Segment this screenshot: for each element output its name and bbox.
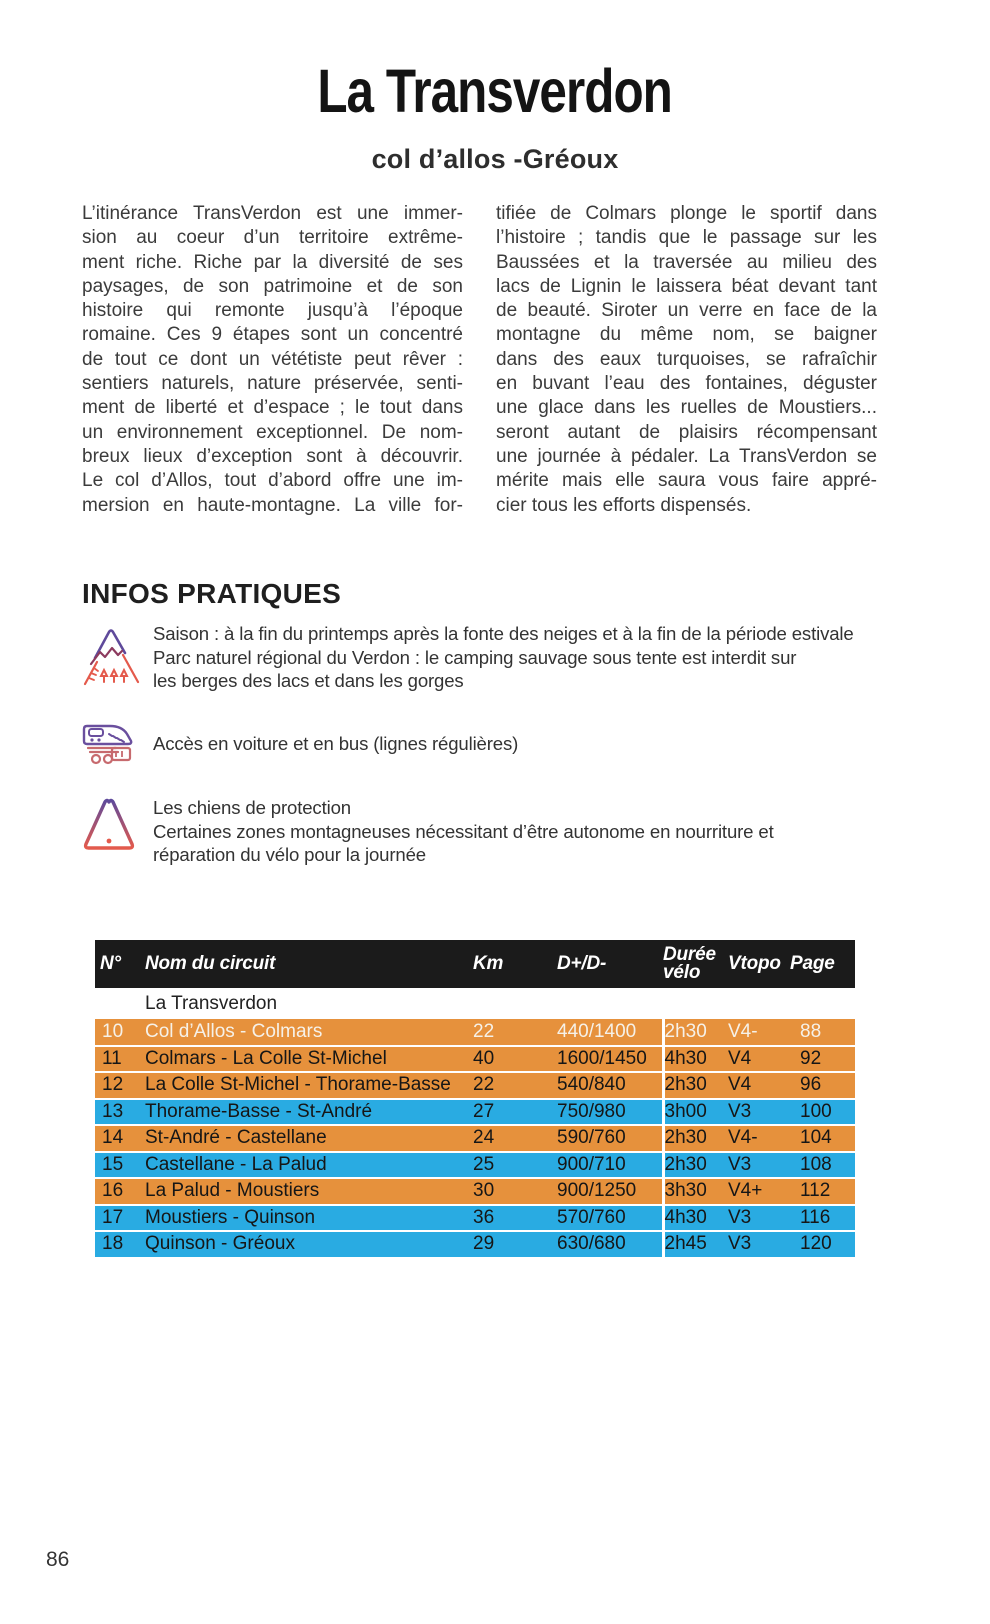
info-item-warning <box>82 796 774 867</box>
cell-no: 14 <box>95 1125 145 1152</box>
group-label: La Transverdon <box>145 992 278 1014</box>
cell-vtopo: V3 <box>728 1152 790 1179</box>
cell-dd: 750/980 <box>557 1099 663 1126</box>
circuit-row-13 <box>95 1099 855 1126</box>
infos-pratiques-heading: INFOS PRATIQUES <box>82 578 342 609</box>
cell-vtopo: V3 <box>728 1205 790 1232</box>
cell-duree: 2h45 <box>663 1231 728 1258</box>
cell-page: 108 <box>790 1152 855 1179</box>
text-line: breux lieux d’exception sont à découvrir. <box>82 445 463 467</box>
cell-no: 16 <box>95 1178 145 1205</box>
intro-left-column <box>82 202 463 518</box>
text-line: histoire qui remonte jusqu’à l’époque <box>82 300 463 322</box>
header-duree-line1: Durée <box>663 944 716 965</box>
circuit-row-11 <box>95 1046 855 1073</box>
text-line: l’histoire ; tandis que le passage sur les <box>496 227 877 249</box>
text-line: tifiée de Colmars plonge le sportif dans <box>496 203 877 224</box>
header-name: Nom du circuit <box>145 953 276 974</box>
header-page: Page <box>790 953 835 974</box>
text-line: les berges des lacs et dans les gorges <box>153 670 464 692</box>
header-duree-line2: vélo <box>663 962 701 983</box>
cell-km: 27 <box>473 1099 557 1126</box>
intro-right-column <box>496 202 877 518</box>
info-text-access <box>153 732 518 756</box>
circuit-row-16 <box>95 1178 855 1205</box>
text-line: seront autant de plaisirs récompensant <box>496 421 877 443</box>
cell-vtopo: V3 <box>728 1099 790 1126</box>
header-vtopo: Vtopo <box>728 953 781 974</box>
cell-name: Thorame-Basse - St-André <box>145 1099 473 1126</box>
cell-vtopo: V4- <box>728 1019 790 1046</box>
cell-no: 10 <box>95 1019 145 1046</box>
text-line: une journée à pédaler. La TransVerdon se <box>496 445 877 467</box>
text-line: de beauté. Siroter un verre en face de la <box>496 300 877 322</box>
circuit-row-15 <box>95 1152 855 1179</box>
cell-name: Colmars - La Colle St-Michel <box>145 1046 473 1073</box>
cell-page: 92 <box>790 1046 855 1073</box>
warning-icon <box>82 796 144 854</box>
cell-dd: 540/840 <box>557 1072 663 1099</box>
cell-duree: 3h00 <box>663 1099 728 1126</box>
cell-duree: 4h30 <box>663 1046 728 1073</box>
bus-icon <box>82 718 144 770</box>
cell-dd: 590/760 <box>557 1125 663 1152</box>
cell-km: 36 <box>473 1205 557 1232</box>
header-no: N° <box>100 953 121 974</box>
cell-duree: 3h30 <box>663 1178 728 1205</box>
cell-no: 17 <box>95 1205 145 1232</box>
text-line: ment de liberté et d’espace ; le tout dans <box>82 397 463 419</box>
cell-page: 100 <box>790 1099 855 1126</box>
header-duree-velo <box>663 940 728 988</box>
text-line: mersion en haute-montagne. La ville for- <box>82 494 463 516</box>
cell-duree: 4h30 <box>663 1205 728 1232</box>
cell-page: 96 <box>790 1072 855 1099</box>
cell-name: Moustiers - Quinson <box>145 1205 473 1232</box>
cell-km: 29 <box>473 1231 557 1258</box>
cell-vtopo: V4- <box>728 1125 790 1152</box>
cell-duree: 2h30 <box>663 1152 728 1179</box>
cell-dd: 1600/1450 <box>557 1046 663 1073</box>
cell-name: Castellane - La Palud <box>145 1152 473 1179</box>
cell-vtopo: V4 <box>728 1072 790 1099</box>
cell-km: 25 <box>473 1152 557 1179</box>
cell-km: 24 <box>473 1125 557 1152</box>
text-line: Saison : à la fin du printemps après la fonte des neiges et à la fin de la période estivale <box>153 623 854 644</box>
circuit-table <box>95 940 855 1259</box>
info-item-access <box>82 718 518 770</box>
cell-no: 15 <box>95 1152 145 1179</box>
text-line: mérite mais elle saura vous faire appré- <box>496 470 877 492</box>
page-subtitle: col d’allos -Gréoux <box>371 144 619 174</box>
cell-page: 116 <box>790 1205 855 1232</box>
circuit-table-body <box>95 988 855 1258</box>
cell-dd: 630/680 <box>557 1231 663 1258</box>
header-km: Km <box>473 953 504 974</box>
text-line: Le col d’Allos, tout d’abord offre une im- <box>82 470 463 492</box>
mountain-icon <box>82 622 144 690</box>
text-line: paysages, de son patrimoine et de son <box>82 275 463 297</box>
text-line: lacs de Lignin le laissera béat devant tant <box>496 275 877 297</box>
group-empty-cell <box>95 988 145 1019</box>
text-line: dans des eaux turquoises, se rafraîchir <box>496 348 877 370</box>
cell-page: 88 <box>790 1019 855 1046</box>
text-line: Certaines zones montagneuses nécessitant d’être autonome en nourriture et <box>153 820 774 842</box>
cell-page: 112 <box>790 1178 855 1205</box>
cell-dd: 900/1250 <box>557 1178 663 1205</box>
cell-no: 13 <box>95 1099 145 1126</box>
text-line: Accès en voiture et en bus (lignes régulières) <box>153 733 519 755</box>
cell-vtopo: V4 <box>728 1046 790 1073</box>
text-line: L’itinérance TransVerdon est une immer- <box>82 203 463 224</box>
cell-no: 11 <box>95 1046 145 1073</box>
cell-km: 22 <box>473 1019 557 1046</box>
circuit-row-18 <box>95 1231 855 1258</box>
text-line: sentiers naturels, nature préservée, senti- <box>82 373 463 395</box>
info-text-season <box>153 622 854 693</box>
text-line: ment riche. Riche par la diversité de ses <box>82 251 463 273</box>
text-line: romaine. Ces 9 étapes sont un concentré <box>82 324 463 346</box>
cell-name: Col d’Allos - Colmars <box>145 1019 473 1046</box>
text-line: en buvant l’eau des fontaines, déguster <box>496 373 877 395</box>
cell-duree: 2h30 <box>663 1019 728 1046</box>
cell-dd: 440/1400 <box>557 1019 663 1046</box>
table-header-row <box>95 940 855 988</box>
cell-name: Quinson - Gréoux <box>145 1231 473 1258</box>
page-number: 86 <box>46 1548 70 1571</box>
text-line: sion au coeur d’un territoire extrême- <box>82 227 463 249</box>
circuit-row-17 <box>95 1205 855 1232</box>
cell-duree: 2h30 <box>663 1125 728 1152</box>
circuit-row-12 <box>95 1072 855 1099</box>
text-line: Parc naturel régional du Verdon : le camping sauvage sous tente est interdit sur <box>153 646 797 668</box>
text-line: cier tous les efforts dispensés. <box>496 494 752 516</box>
text-line: réparation du vélo pour la journée <box>153 844 426 866</box>
cell-vtopo: V4+ <box>728 1178 790 1205</box>
circuit-row-14 <box>95 1125 855 1152</box>
cell-duree: 2h30 <box>663 1072 728 1099</box>
header-dplus-dminus: D+/D- <box>557 953 607 974</box>
cell-name: St-André - Castellane <box>145 1125 473 1152</box>
text-line: de tout ce dont un vététiste peut rêver : <box>82 348 463 370</box>
text-line: Baussées et la traversée au milieu des <box>496 251 877 273</box>
cell-km: 22 <box>473 1072 557 1099</box>
circuit-row-10 <box>95 1019 855 1046</box>
cell-km: 30 <box>473 1178 557 1205</box>
info-item-season <box>82 622 854 693</box>
text-line: montagne du même nom, se baigner <box>496 324 877 346</box>
cell-vtopo: V3 <box>728 1231 790 1258</box>
cell-page: 104 <box>790 1125 855 1152</box>
text-line: un environnement exceptionnel. De nom- <box>82 421 463 443</box>
text-line: Les chiens de protection <box>153 797 351 818</box>
page-title: La Transverdon <box>317 57 673 127</box>
cell-dd: 570/760 <box>557 1205 663 1232</box>
cell-page: 120 <box>790 1231 855 1258</box>
text-line: une glace dans les ruelles de Moustiers... <box>496 397 877 419</box>
cell-dd: 900/710 <box>557 1152 663 1179</box>
intro-text <box>82 202 877 518</box>
cell-no: 12 <box>95 1072 145 1099</box>
table-group-row <box>95 988 855 1019</box>
cell-no: 18 <box>95 1231 145 1258</box>
cell-name: La Colle St-Michel - Thorame-Basse <box>145 1072 473 1099</box>
info-text-warning <box>153 796 774 867</box>
cell-name: La Palud - Moustiers <box>145 1178 473 1205</box>
cell-km: 40 <box>473 1046 557 1073</box>
